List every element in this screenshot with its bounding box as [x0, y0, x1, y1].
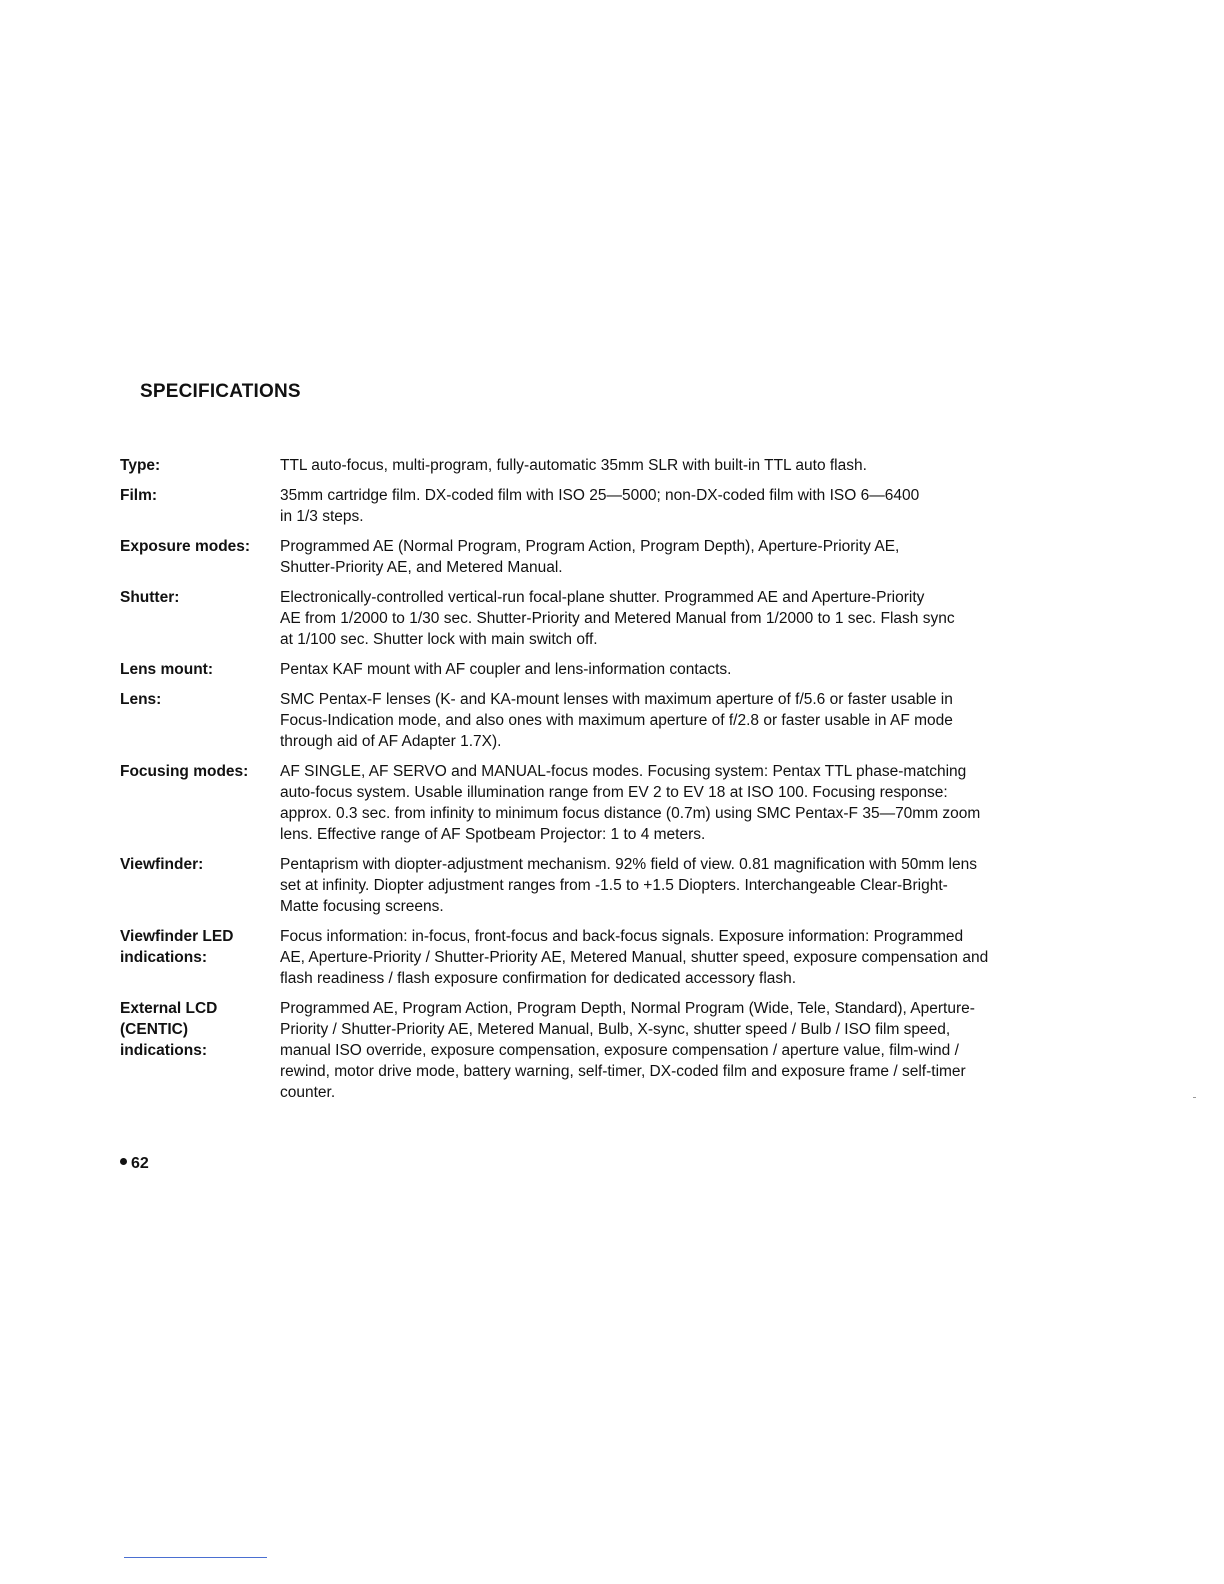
spec-label: Exposure modes: [120, 538, 251, 555]
spec-value: SMC Pentax-F lenses (K- and KA-mount lenses with maximum aperture of f/5.6 or faster usable in Focus-Indication mode, and also ones with maximum aperture of f/2.8 or faster usable in AF mode through aid of AF Adapter 1.7X). [280, 691, 953, 750]
spec-label: Shutter: [120, 589, 180, 606]
page-number-text: 62 [131, 1155, 149, 1172]
spec-value: Programmed AE, Program Action, Program Depth, Normal Program (Wide, Tele, Standard), Aperture- Priority / Shutter-Priority AE, Metered Manual, Bulb, X-sync, shutter speed / Bulb / ISO film speed, manual ISO override, exposure compensation, exposure compensation / aperture value, film-wind / rewind, motor drive mode, battery warning, self-timer, DX-coded film and exposure frame / self-timer counter. [280, 1000, 975, 1101]
spec-label: Viewfinder LED indications: [120, 928, 234, 966]
spec-row-external-lcd [120, 998, 1170, 1103]
spec-label: Type: [120, 457, 161, 474]
page-title: SPECIFICATIONS [140, 381, 301, 402]
spec-row-lens [120, 689, 1170, 752]
spec-value: Programmed AE (Normal Program, Program Action, Program Depth), Aperture-Priority AE, Shutter-Priority AE, and Metered Manual. [280, 538, 900, 576]
spec-row-viewfinder-led [120, 926, 1170, 989]
spec-label: Lens mount: [120, 661, 213, 678]
spec-value: Pentaprism with diopter-adjustment mechanism. 92% field of view. 0.81 magnification with 50mm lens set at infinity. Diopter adjustment ranges from -1.5 to +1.5 Diopters. Interchangeable Clear-Bright- Matte focusing screens. [280, 856, 977, 915]
bullet-icon [120, 1158, 127, 1165]
spec-value: TTL auto-focus, multi-program, fully-automatic 35mm SLR with built-in TTL auto flash. [280, 457, 867, 474]
spec-value: Electronically-controlled vertical-run focal-plane shutter. Programmed AE and Aperture-Priority AE from 1/2000 to 1/30 sec. Shutter-Priority and Metered Manual from 1/2000 to 1 sec. Flash sync at 1/100 sec. Shutter lock with main switch off. [280, 589, 955, 648]
spec-label: Lens: [120, 691, 162, 708]
spec-label: Viewfinder: [120, 856, 204, 873]
page-number [120, 1155, 149, 1173]
spec-label: Focusing modes: [120, 763, 249, 780]
spec-label: External LCD (CENTIC) indications: [120, 1000, 218, 1059]
spec-value: AF SINGLE, AF SERVO and MANUAL-focus modes. Focusing system: Pentax TTL phase-matching auto-focus system. Usable illumination range from EV 2 to EV 18 at ISO 100. Focusing response: approx. 0.3 sec. from infinity to minimum focus distance (0.7m) using SMC Pentax-F 35—70mm zoom lens. Effective range of AF Spotbeam Projector: 1 to 4 meters. [280, 763, 981, 843]
specifications-list [120, 455, 1170, 1112]
spec-row-shutter [120, 587, 1170, 650]
spec-row-film [120, 485, 1170, 527]
spec-value: Pentax KAF mount with AF coupler and lens-information contacts. [280, 661, 732, 678]
spec-label: Film: [120, 487, 158, 504]
spec-row-focusing-modes [120, 761, 1170, 845]
spec-value: 35mm cartridge film. DX-coded film with ISO 25—5000; non-DX-coded film with ISO 6—6400 in 1/3 steps. [280, 487, 920, 525]
spec-value: Focus information: in-focus, front-focus and back-focus signals. Exposure information: Programmed AE, Aperture-Priority / Shutter-Priority AE, Metered Manual, shutter speed, exposure compensation and flash readiness / flash exposure confirmation for dedicated accessory flash. [280, 928, 989, 987]
spec-row-exposure-modes [120, 536, 1170, 578]
spec-row-lens-mount [120, 659, 1170, 680]
spec-row-type [120, 455, 1170, 476]
scan-mark [1193, 1097, 1196, 1098]
spec-row-viewfinder [120, 854, 1170, 917]
footnote-rule [124, 1557, 267, 1558]
